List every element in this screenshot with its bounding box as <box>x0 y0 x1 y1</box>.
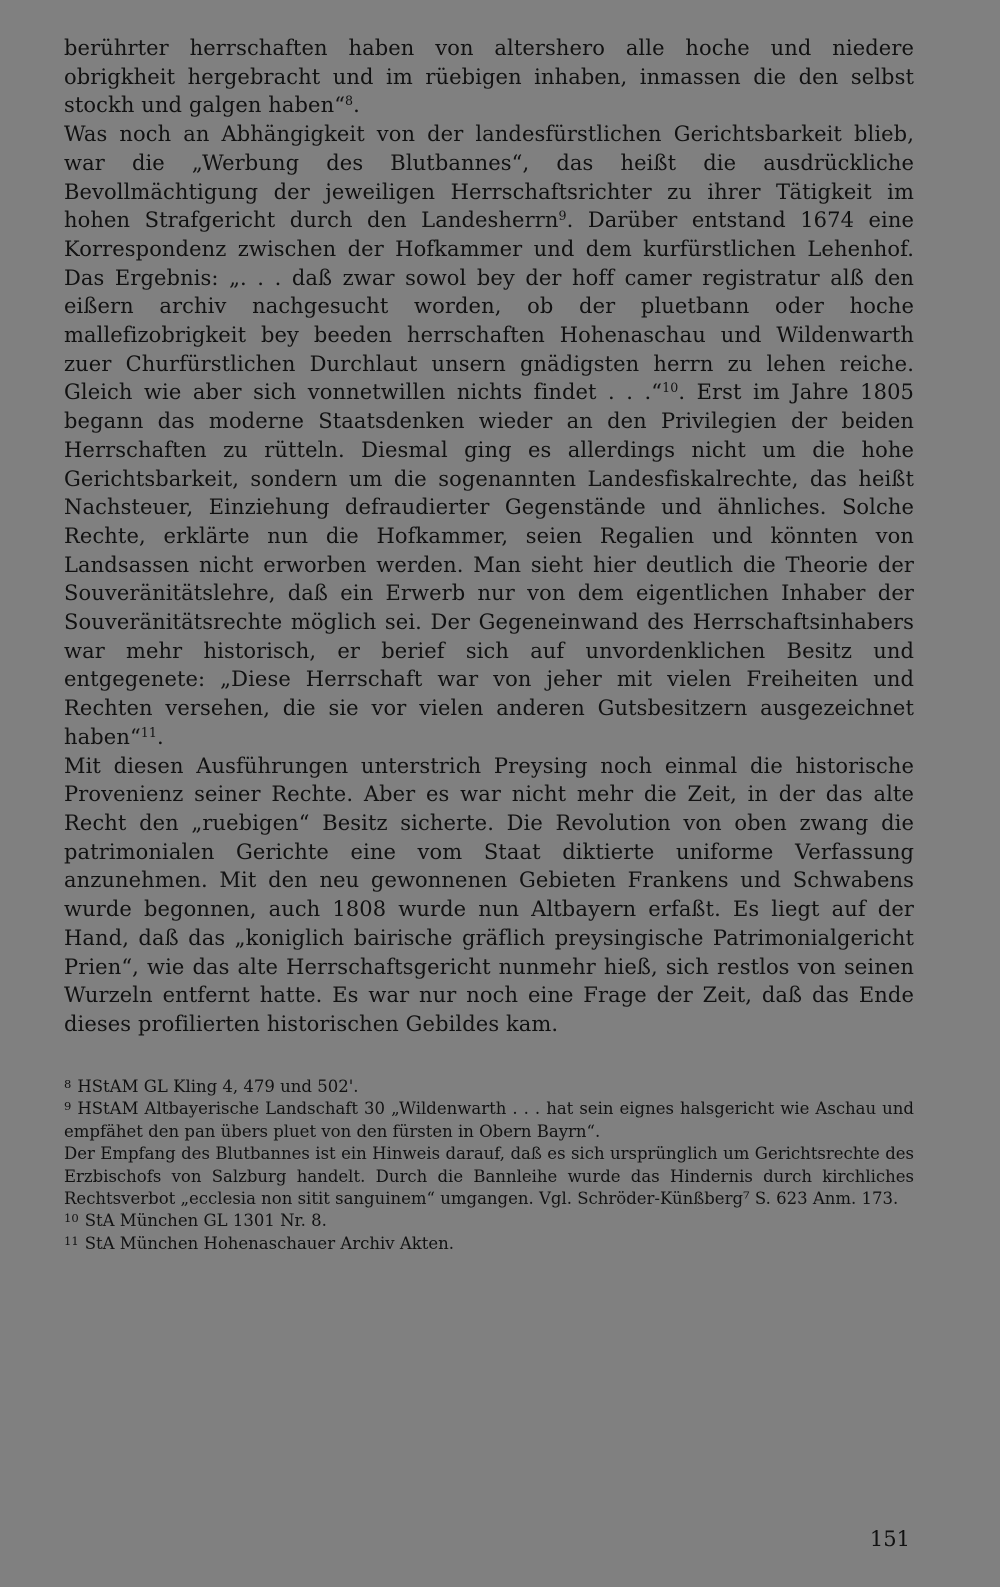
footnote-11-mark: 11 <box>64 1233 79 1248</box>
footnote-ref-10: 10 <box>662 380 679 396</box>
footnote-9-text: HStAM Altbayerische Landschaft 30 „Wildenwarth . . . hat sein eignes halsgericht wie Aschau und empfähet den pan übers pluet von den fürsten in Obern Bayrn“. <box>64 1099 914 1141</box>
footnote-8-mark: 8 <box>64 1076 72 1091</box>
footnote-9-continuation <box>64 1143 914 1210</box>
footnotes <box>64 1076 914 1255</box>
footnote-11 <box>64 1233 914 1255</box>
footnote-ref-8: 8 <box>345 93 354 109</box>
footnote-9-continuation-text: Der Empfang des Blutbannes ist ein Hinweis darauf, daß es sich ursprünglich um Gerichtsrechte des Erzbischofs von Salzburg handelt. Durch die Bannleihe wurde das Hindernis durch kirchliches Rechtsverbot „ecclesia non sitit sanguinem“ umgangen. Vgl. Schröder-Künßberg⁷ S. 623 Anm. 173. <box>64 1144 914 1209</box>
footnote-10 <box>64 1210 914 1232</box>
page-number: 151 <box>869 1527 910 1551</box>
footnote-10-mark: 10 <box>64 1211 79 1226</box>
main-text <box>64 34 914 1039</box>
paragraph-2-part-c: . Erst im Jahre 1805 begann das moderne Staatsdenken wieder an den Privilegien der beiden Herrschaften zu rütteln. Diesmal ging es allerdings nicht um die hohe Gerichtsbarkeit, sondern um die sogenannten Landesfiskalrechte, das heißt Nachsteuer, Einziehung defraudierter Gegenstände und ähnliches. Solche Rechte, erklärte nun die Hofkammer, seien Regalien und könnten von Landsassen nicht erworben werden. Man sieht hier deutlich die Theorie der Souveränitätslehre, daß ein Erwerb nur von dem eigentlichen Inhaber der Souveränitätsrechte möglich sei. Der Gegeneinwand des Herrschaftsinhabers war mehr historisch, er berief sich auf unvordenklichen Besitz und entgegenete: „Diese Herrschaft war von jeher mit vielen Freiheiten und Rechten versehen, die sie vor vielen anderen Gutsbesitzern ausgezeichnet haben“ <box>64 380 914 749</box>
footnote-11-text: StA München Hohenaschauer Archiv Akten. <box>84 1233 455 1253</box>
paragraph-1-text: berührter herrschaften haben von altershero alle hoche und niedere obrigkheit hergebracht und im rüebigen inhaben, inmassen die den selbst stockh und galgen haben“ <box>64 36 914 118</box>
paragraph-2-part-b: . Darüber entstand 1674 eine Korrespondenz zwischen der Hofkammer und dem kurfürstlichen Lehenhof. Das Ergebnis: „. . . daß zwar sowol bey der hoff camer registratur alß den eißern archiv nachgesucht worden, ob der pluetbann oder hoche mallefizobrigkeit bey beeden herrschaften Hohenaschau und Wildenwarth zuer Churfürstlichen Durchlaut unsern gnädigsten herrn zu lehen reiche. Gleich wie aber sich vonnetwillen nichts findet . . .“ <box>64 208 914 405</box>
footnote-ref-9: 9 <box>558 208 567 224</box>
footnote-9 <box>64 1098 914 1143</box>
footnote-8 <box>64 1076 914 1098</box>
footnote-8-text: HStAM GL Kling 4, 479 und 502'. <box>77 1077 359 1096</box>
footnote-10-text: StA München GL 1301 Nr. 8. <box>84 1211 327 1231</box>
paragraph-2 <box>64 120 914 751</box>
footnote-ref-11: 11 <box>140 724 158 740</box>
footnote-9-mark: 9 <box>64 1099 72 1114</box>
paragraph-1 <box>64 34 914 120</box>
paragraph-3: Mit diesen Ausführungen unterstrich Preysing noch einmal die historische Provenienz seiner Rechte. Aber es war nicht mehr die Zeit, in der das alte Recht den „ruebigen“ Besitz sicherte. Die Revolution von oben zwang die patrimonialen Gerichte eine vom Staat diktierte uniforme Verfassung anzunehmen. Mit den neu gewonnenen Gebieten Frankens und Schwabens wurde begonnen, auch 1808 wurde nun Altbayern erfaßt. Es liegt auf der Hand, daß das „koniglich bairische gräflich preysingische Patrimonialgericht Prien“, wie das alte Herrschaftsgericht nunmehr hieß, sich restlos von seinen Wurzeln entfernt hatte. Es war nur noch eine Frage der Zeit, daß das Ende dieses profilierten historischen Gebildes kam. <box>64 753 914 1036</box>
paragraph-2-part-d: . <box>157 724 164 749</box>
paragraph-1-tail: . <box>353 93 360 118</box>
paragraph-2-part-a: Was noch an Abhängigkeit von der landesfürstlichen Gerichtsbarkeit blieb, war die „Werbung des Blutbannes“, das heißt die ausdrückliche Bevollmächtigung der jeweiligen Herrschaftsrichter zu ihrer Tätigkeit im hohen Strafgericht durch den Landesherrn <box>64 122 914 233</box>
